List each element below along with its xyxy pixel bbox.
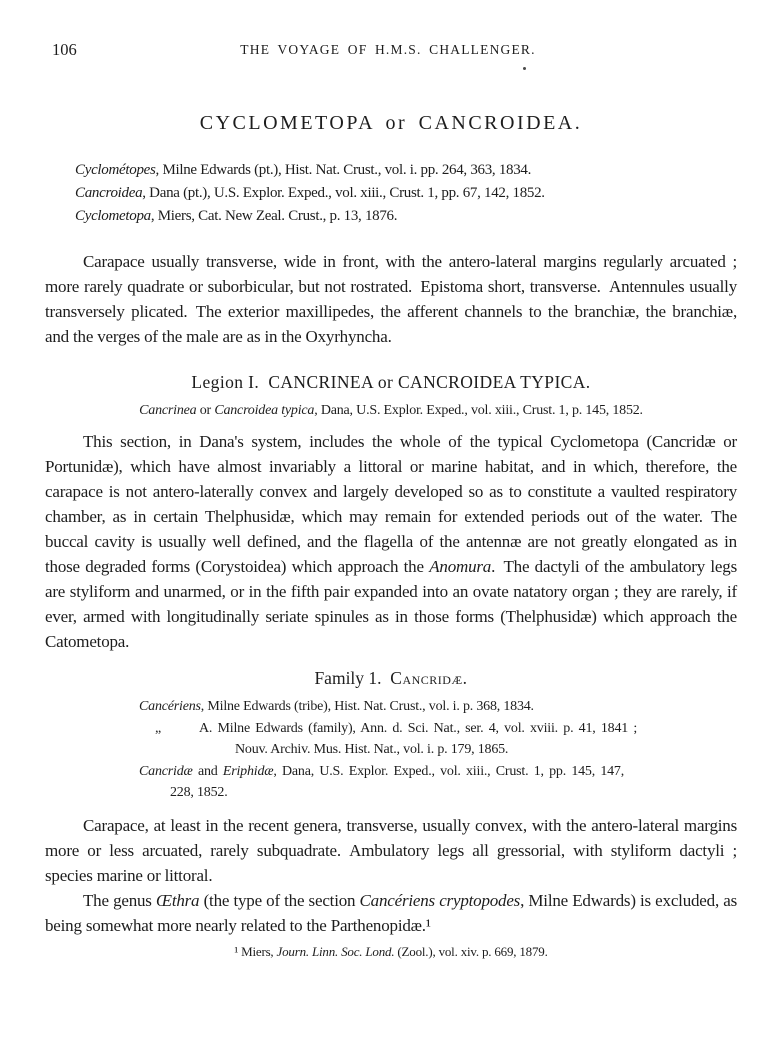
paragraph-dana-system: This section, in Dana's system, includes the whole of the typical Cyclometopa (Cancridæ or Portunidæ), which have almost invariably a littoral or marine habitat, and in which, therefore, the carapace is not antero-laterally convex and largely developed so as to constitute a vaulted respiratory chamber, as in certain Thelphusidæ, which may remain for extended periods out of the water. The buccal cavity is usually well defined, and the flagella of the antennæ are not greatly elongated as in those degraded forms (Corystoidea) which approach the Anomura. The dactyli of the ambulatory legs are styliform and unarmed, or in the fifth pair expanded into an ovate natatory organ ; they are rarely, if ever, armed with longitudinally seriate spinules as in those forms (Thelphusidæ) which approach the Catometopa. bbox=[45, 432, 737, 651]
family-heading bbox=[45, 668, 737, 689]
family-citation-line: „ A. Milne Edwards (family), Ann. d. Sci. Nat., ser. 4, vol. xviii. p. 41, 1841 ; bbox=[155, 720, 638, 736]
paragraph-carapace-diagnosis: Carapace usually transverse, wide in front, with the antero-lateral margins regularly arcuated ; more rarely quadrate or suborbicular, but not rostrated. Epistoma short, transverse. Antennules usually transversely plicated. The exterior maxillipedes, the afferent channels to the branchiæ, the branchiæ, and the verges of the male are as in the Oxyrhyncha. bbox=[45, 252, 737, 346]
scan-artifact-dot bbox=[523, 67, 526, 70]
synonymy-line: Cyclometopa, Miers, Cat. New Zeal. Crust., p. 13, 1876. bbox=[75, 208, 398, 224]
family-citation-line: 228, 1852. bbox=[170, 785, 228, 800]
paragraph-genus-oethra: The genus Œthra (the type of the section Cancériens cryptopodes, Milne Edwards) is excluded, as being somewhat more nearly related to the Parthenopidæ.¹ bbox=[45, 890, 737, 935]
family-citation-line: Nouv. Archiv. Mus. Hist. Nat., vol. i. p. 179, 1865. bbox=[235, 742, 509, 757]
legion-heading: Legion I. CANCRINEA or CANCROIDEA TYPICA. bbox=[191, 372, 591, 392]
family-citation-line: Cancridæ and Eriphidæ, Dana, U.S. Explor. Exped., vol. xiii., Crust. 1, pp. 145, 147, bbox=[139, 763, 625, 779]
legion-citation: Cancrinea or Cancroidea typica, Dana, U.S. Explor. Exped., vol. xiii., Crust. 1, p. 145, 1852. bbox=[139, 403, 643, 418]
family-citation-list bbox=[139, 696, 737, 804]
page-number: 106 bbox=[52, 40, 77, 59]
family-heading-name: Cancridæ. bbox=[390, 668, 468, 688]
family-citation-line: Cancériens, Milne Edwards (tribe), Hist. Nat. Crust., vol. i. p. 368, 1834. bbox=[139, 699, 534, 714]
family-heading-label: Family 1. bbox=[314, 668, 382, 688]
synonymy-list bbox=[75, 159, 737, 228]
section-title: CYCLOMETOPA or CANCROIDEA. bbox=[199, 112, 583, 134]
synonymy-line: Cancroidea, Dana (pt.), U.S. Explor. Exped., vol. xiii., Crust. 1, pp. 67, 142, 1852. bbox=[75, 185, 545, 201]
synonymy-line: Cyclométopes, Milne Edwards (pt.), Hist. Nat. Crust., vol. i. pp. 264, 363, 1834. bbox=[75, 162, 532, 178]
footnote-miers-reference: ¹ Miers, Journ. Linn. Soc. Lond. (Zool.), vol. xiv. p. 669, 1879. bbox=[234, 943, 548, 959]
paragraph-carapace-recent-genera: Carapace, at least in the recent genera, transverse, usually convex, with the antero-lateral margins more or less arcuated, rarely subquadrate. Ambulatory legs all gressorial, with styliform dactyli ; species marine or littoral. bbox=[45, 815, 737, 885]
running-head: THE VOYAGE OF H.M.S. CHALLENGER. bbox=[240, 42, 536, 57]
